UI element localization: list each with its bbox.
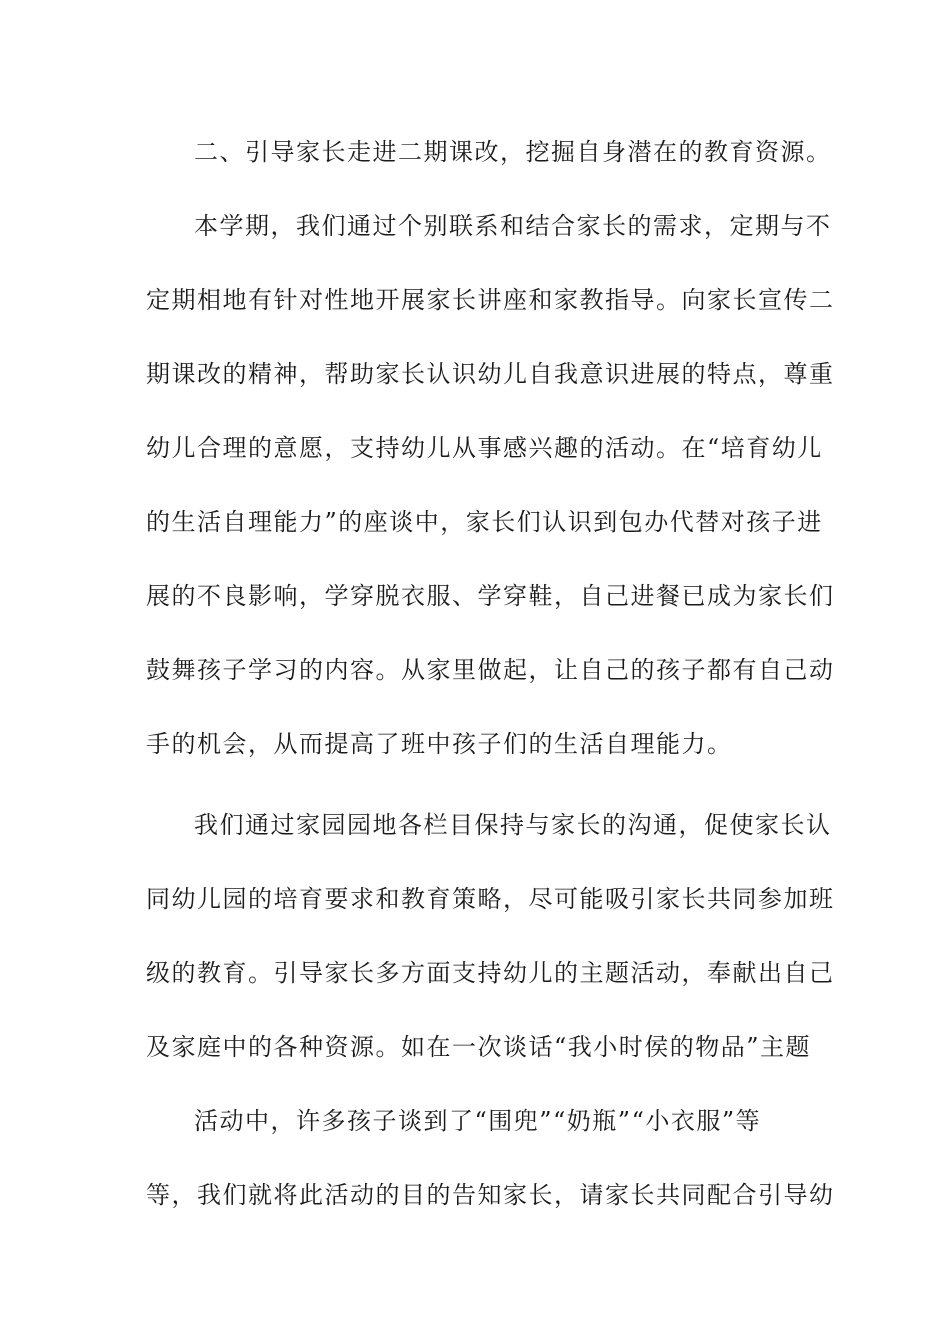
paragraph-line: 同幼儿园的培育要求和教育策略，尽可能吸引家长共同参加班 <box>146 885 835 913</box>
paragraph-line: 级的教育。引导家长多方面支持幼儿的主题活动，奉献出自己 <box>146 959 835 987</box>
paragraph-line: 本学期，我们通过个别联系和结合家长的需求，定期与不 <box>194 212 832 240</box>
paragraph-line: 期课改的精神，帮助家长认识幼儿自我意识进展的特点，尊重 <box>146 360 835 388</box>
paragraph-line: 及家庭中的各种资源。如在一次谈话“我小时侯的物品”主题 <box>146 1033 812 1061</box>
paragraph-line: 手的机会，从而提高了班中孩子们的生活自理能力。 <box>146 730 733 758</box>
paragraph-line: 鼓舞孩子学习的内容。从家里做起，让自己的孩子都有自己动 <box>146 656 835 684</box>
paragraph-line: 活动中，许多孩子谈到了“围兜”“奶瓶”“小衣服”等 <box>194 1107 762 1135</box>
paragraph-line: 等，我们就将此活动的目的告知家长，请家长共同配合引导幼 <box>146 1181 835 1209</box>
paragraph-line: 我们通过家园园地各栏目保持与家长的沟通，促使家长认 <box>194 811 832 839</box>
section-heading: 二、引导家长走进二期课改，挖掘自身潜在的教育资源。 <box>194 138 832 166</box>
paragraph-line: 定期相地有针对性地开展家长讲座和家教指导。向家长宣传二 <box>146 286 835 314</box>
paragraph-line: 的生活自理能力”的座谈中，家长们认识到包办代替对孩子进 <box>146 508 823 536</box>
paragraph-line: 幼儿合理的意愿，支持幼儿从事感兴趣的活动。在“培育幼儿 <box>146 434 823 462</box>
paragraph-line: 展的不良影响，学穿脱衣服、学穿鞋，自己进餐已成为家长们 <box>146 582 835 610</box>
